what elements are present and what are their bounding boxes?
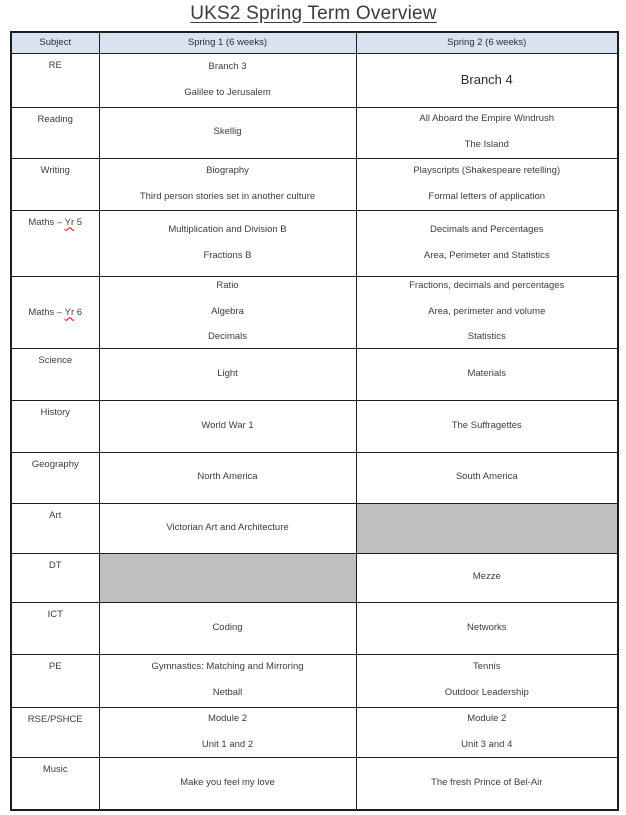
cell-line: Multiplication and Division B: [168, 223, 287, 235]
subject-label: Art: [49, 509, 62, 521]
cell-line: Biography: [206, 164, 249, 176]
subject-label: Maths –: [28, 216, 65, 228]
cell-line: Light: [217, 367, 238, 379]
subject-label: Reading: [37, 113, 73, 125]
table-row: [11, 452, 618, 503]
table-row: [11, 53, 618, 107]
cell-line: Unit 3 and 4: [461, 738, 513, 750]
term-overview-table: [10, 31, 619, 811]
spring2-cell: [356, 654, 618, 707]
subject-cell: [11, 107, 99, 158]
spring2-cell: [356, 107, 618, 158]
cell-line: Module 2: [467, 712, 507, 724]
subject-cell: [11, 53, 99, 107]
subject-label-spellcheck: Yr: [64, 306, 75, 318]
table-row: [11, 400, 618, 452]
subject-label: PE: [48, 660, 62, 672]
table-row: [11, 654, 618, 707]
cell-line: The fresh Prince of Bel-Air: [431, 776, 543, 788]
subject-cell: [11, 553, 99, 602]
subject-label: RE: [48, 59, 62, 71]
subject-cell: [11, 654, 99, 707]
cell-line: Unit 1 and 2: [201, 738, 254, 750]
cell-line: North America: [197, 471, 258, 483]
table-row: [11, 757, 618, 810]
cell-line: Galilee to Jerusalem: [184, 86, 271, 98]
subject-label: Maths –: [28, 306, 65, 318]
cell-line: The Island: [464, 139, 509, 150]
spring2-cell: [356, 602, 618, 654]
spring1-cell: [99, 654, 356, 707]
subject-cell: [11, 158, 99, 210]
table-row: [11, 348, 618, 400]
subject-cell: [11, 707, 99, 757]
subject-label: ICT: [47, 608, 63, 620]
spring2-cell: [356, 452, 618, 503]
cell-line: Victorian Art and Architecture: [166, 521, 289, 533]
subject-label: 6: [74, 306, 83, 318]
table-row: [11, 107, 618, 158]
spring2-cell: [356, 158, 618, 210]
cell-line: Coding: [212, 621, 243, 633]
table-row: [11, 276, 618, 348]
spring1-cell: [99, 348, 356, 400]
subject-cell: [11, 452, 99, 503]
cell-line: Outdoor Leadership: [444, 687, 529, 698]
spring2-cell: [356, 757, 618, 810]
cell-line: All Aboard the Empire Windrush: [419, 113, 555, 125]
subject-label: DT: [48, 559, 62, 571]
subject-label: Science: [38, 354, 73, 366]
spring1-cell: [99, 602, 356, 654]
cell-line: The Suffragettes: [451, 419, 522, 431]
spring1-cell-shaded: [99, 553, 356, 602]
cell-line: Formal letters of application: [428, 190, 546, 202]
table-row: [11, 210, 618, 276]
subject-cell: [11, 757, 99, 810]
col-header-spring2: Spring 2 (6 weeks): [356, 32, 618, 53]
subject-label: Music: [42, 763, 68, 775]
cell-line: Fractions B: [203, 249, 252, 261]
cell-line: Gymnastics: Matching and Mirroring: [151, 661, 304, 673]
subject-cell: [11, 400, 99, 452]
cell-line: Branch 4: [460, 71, 513, 87]
spring1-cell: [99, 210, 356, 276]
spring2-cell: [356, 210, 618, 276]
cell-line: Netball: [212, 687, 243, 698]
spring1-cell: [99, 53, 356, 107]
cell-line: Module 2: [207, 712, 248, 724]
cell-line: Branch 3: [208, 60, 247, 72]
cell-line: World War 1: [201, 419, 254, 431]
cell-line: Fractions, decimals and percentages: [409, 279, 565, 291]
cell-line: Statistics: [467, 331, 506, 343]
cell-line: Decimals and Percentages: [429, 223, 544, 235]
subject-cell: [11, 503, 99, 553]
table-row: [11, 503, 618, 553]
cell-line: Make you feel my love: [180, 776, 275, 788]
subject-label: RSE/PSHCE: [27, 713, 83, 725]
spring2-cell: [356, 348, 618, 400]
subject-cell: [11, 210, 99, 276]
spring1-cell: [99, 107, 356, 158]
table-row: [11, 602, 618, 654]
subject-cell: [11, 348, 99, 400]
table-row: [11, 707, 618, 757]
cell-line: Area, perimeter and volume: [428, 305, 546, 317]
spring2-cell: [356, 53, 618, 107]
spring2-cell: [356, 276, 618, 348]
cell-line: Area, Perimeter and Statistics: [423, 249, 550, 261]
cell-line: South America: [455, 471, 518, 483]
spring2-cell-shaded: [356, 503, 618, 553]
subject-label: 5: [74, 216, 83, 228]
subject-label: History: [40, 406, 71, 418]
cell-line: Mezze: [472, 571, 501, 583]
subject-label: Geography: [31, 458, 79, 470]
table-row: [11, 553, 618, 602]
subject-cell: [11, 602, 99, 654]
spring2-cell: [356, 707, 618, 757]
subject-label: Writing: [40, 164, 70, 176]
subject-label-spellcheck: Yr: [64, 216, 75, 228]
page-title: UKS2 Spring Term Overview: [190, 3, 437, 24]
spring2-cell: [356, 553, 618, 602]
header-row: [11, 32, 618, 53]
spring2-cell: [356, 400, 618, 452]
spring1-cell: [99, 707, 356, 757]
cell-line: Algebra: [211, 305, 244, 317]
spring1-cell: [99, 503, 356, 553]
col-header-subject: Subject: [11, 32, 99, 53]
cell-line: Decimals: [207, 331, 248, 343]
spring1-cell: [99, 400, 356, 452]
cell-line: Playscripts (Shakespeare retelling): [413, 164, 561, 176]
spring1-cell: [99, 757, 356, 810]
cell-line: Skellig: [213, 126, 242, 138]
cell-line: Tennis: [473, 661, 501, 673]
spring1-cell: [99, 158, 356, 210]
cell-line: Ratio: [216, 279, 239, 291]
spring1-cell: [99, 276, 356, 348]
cell-line: Materials: [467, 367, 507, 379]
cell-line: Networks: [466, 621, 507, 633]
spring1-cell: [99, 452, 356, 503]
col-header-spring1: Spring 1 (6 weeks): [99, 32, 356, 53]
subject-cell: [11, 276, 99, 348]
cell-line: Third person stories set in another culture: [139, 190, 316, 202]
table-row: [11, 158, 618, 210]
